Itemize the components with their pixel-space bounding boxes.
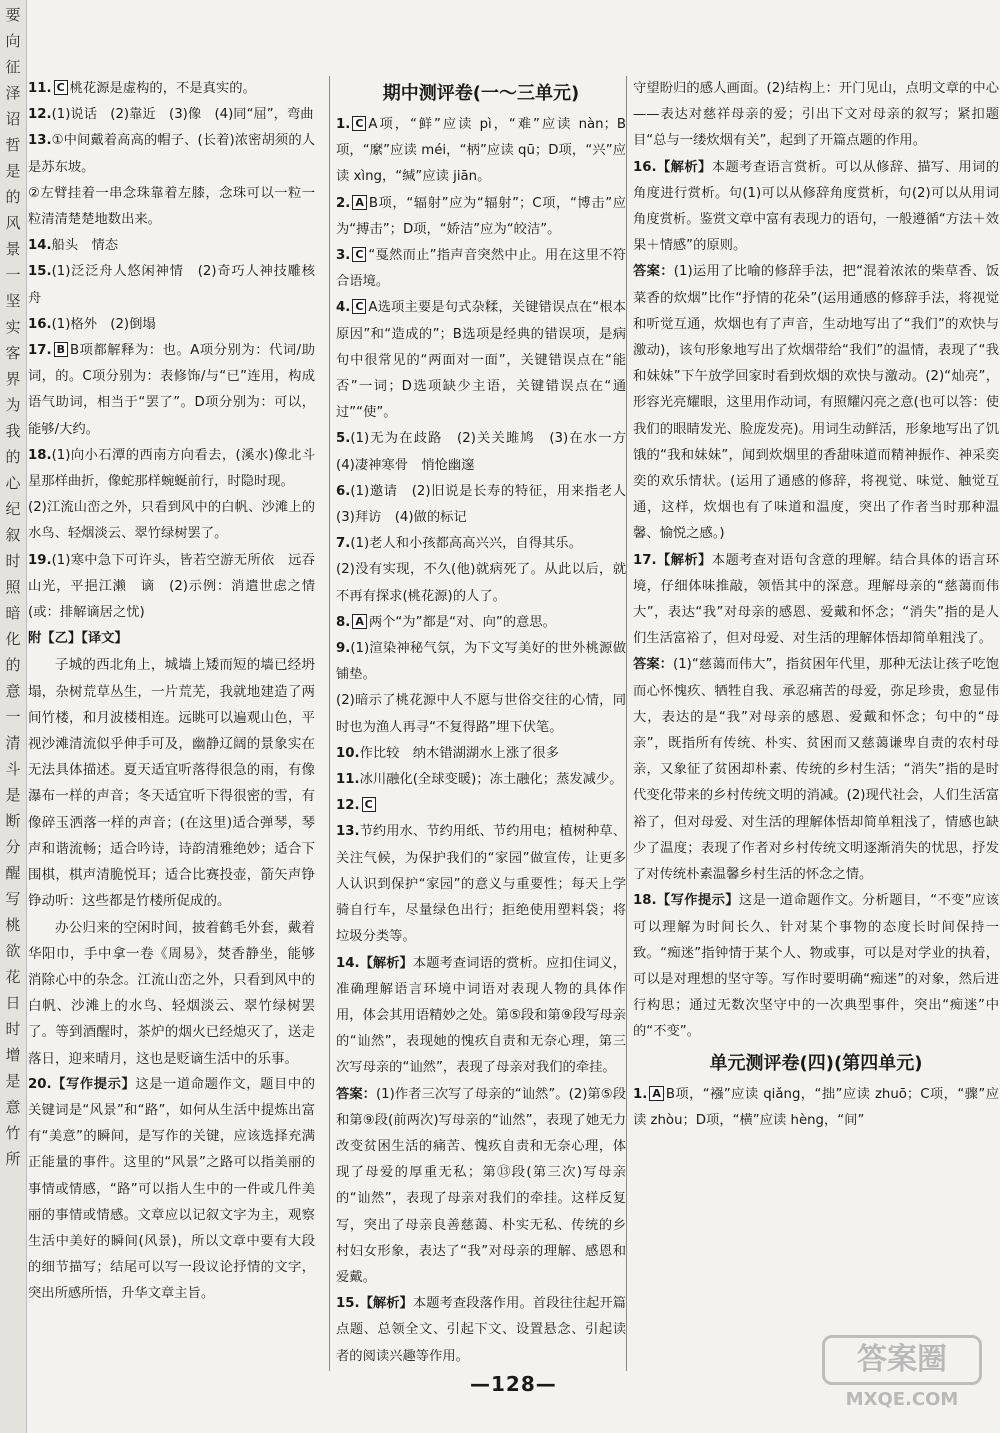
section-tag: 【解析】 <box>359 955 413 971</box>
item-number: 18. <box>633 893 657 909</box>
gutter-char: 所 <box>5 1150 21 1168</box>
gutter-char: 的 <box>5 656 21 674</box>
answer-item <box>336 1082 626 1292</box>
item-number: 8. <box>336 614 351 630</box>
item-text: (1)格外 (2)倒塌 <box>51 316 156 332</box>
item-text: “戛然而止”指声音突然中止。用在这里不符合语境。 <box>336 248 626 290</box>
gutter-char: 纪 <box>5 500 21 518</box>
gutter-char: 泽 <box>5 84 21 102</box>
gutter-char: 征 <box>5 58 21 76</box>
gutter-char: 心 <box>5 474 21 492</box>
item-text: (2)没有实现，不久(他)就病死了。从此以后，就不再有探求(桃花源)的人了。 <box>336 562 626 604</box>
item-text: 两个“为”都是“对、向”的意思。 <box>368 614 556 630</box>
section-tag: 【写作提示】 <box>51 1076 136 1092</box>
choice-box: A <box>352 614 367 629</box>
item-number: 16. <box>633 159 657 175</box>
answer-item <box>28 181 315 233</box>
gutter-char: 醒 <box>5 864 21 882</box>
gutter-char: 化 <box>5 630 21 648</box>
answer-item <box>633 155 999 260</box>
item-number: 16. <box>28 316 52 332</box>
gutter-char: 分 <box>5 838 21 856</box>
answer-item <box>28 495 315 547</box>
answer-item <box>336 688 626 740</box>
watermark-url: MXQE.COM <box>845 1389 959 1410</box>
gutter-char: 的 <box>5 448 21 466</box>
item-number: 11. <box>336 772 360 788</box>
gutter-char: 要 <box>5 6 21 24</box>
answer-item <box>336 1291 626 1370</box>
gutter-char: 我 <box>5 422 21 440</box>
answer-item <box>336 191 626 243</box>
item-number: 13. <box>28 133 52 149</box>
answer-label: 答案： <box>633 264 674 280</box>
gutter-char: 桃 <box>5 916 21 934</box>
item-text: 本题考查词语的赏析。应扣住词义，准确理解语言环境中词语对表现人物的具体作用，体会其用语精妙之处。第⑤段和第⑨段写母亲的“讪然”，表现她的愧疚自责和无奈心理，第三次写母亲的“讪然”，表现了母亲对我们的牵挂。 <box>336 955 626 1076</box>
answer-item <box>336 295 626 426</box>
gutter-char: 一 <box>5 266 21 284</box>
column-middle <box>329 76 626 1371</box>
gutter-char: 为 <box>5 396 21 414</box>
choice-box: C <box>352 116 366 131</box>
section-tag: 【写作提示】 <box>656 893 739 909</box>
answer-item <box>633 548 999 653</box>
item-number: 12. <box>28 107 52 123</box>
answer-item <box>336 557 626 609</box>
item-number: 14. <box>336 955 360 971</box>
answer-item <box>28 338 315 443</box>
column-left <box>28 76 315 1371</box>
gutter-char: 诏 <box>5 110 21 128</box>
watermark-logo <box>822 1335 982 1421</box>
item-text: 本题考查语言赏析。可以从修辞、描写、用词的角度进行赏析。句(1)可以从修辞角度赏析，句(2)可以从用词角度赏析。鉴赏文章中富有表现力的语句，一般遵循“方法＋效果＋情感”的原则。 <box>633 159 999 254</box>
gutter-char: 风 <box>5 214 21 232</box>
choice-box: C <box>54 80 68 95</box>
choice-box: C <box>362 797 376 812</box>
item-text: (1)说话 (2)靠近 (3)像 (4)同“屈”，弯曲 <box>51 107 314 123</box>
gutter-char: 意 <box>5 682 21 700</box>
answer-item <box>28 102 315 128</box>
gutter-char: 是 <box>5 1072 21 1090</box>
item-number: 15. <box>28 264 52 280</box>
item-text: 作比较 纳木错湖湖水上涨了很多 <box>359 745 560 761</box>
choice-box: C <box>352 247 366 262</box>
item-text: 节约用水、节约用纸、节约用电；植树种草、关注气候，为保护我们的“家园”做宣传，让更多人认识到保护“家园”的意义与重要性；每天上学骑自行车，尽量绿色出行；拒绝使用塑料袋；将垃圾分类等。 <box>336 824 626 945</box>
gutter-char: 清 <box>5 734 21 752</box>
answer-item <box>336 531 626 557</box>
item-text: (2)江流山峦之外，只看到风中的白帆、沙滩上的水鸟、轻烟淡云、翠竹绿树罢了。 <box>28 500 315 542</box>
choice-box: A <box>649 1086 664 1101</box>
gutter-char: 花 <box>5 968 21 986</box>
answer-item <box>336 479 626 531</box>
item-text: (1)运用了比喻的修辞手法，把“混着浓浓的柴草香、饭菜香的炊烟”比作“抒情的花朵”(运用通感的修辞手法，将视觉和听觉互通，炊烟也有了声音，生动地写出了“我们”的欢快与激动)，该句形象地写出了炊烟带给“我们”的温情，表现了“我和妹妹”下午放学回家时看到炊烟的欢快与激动。(2)“灿亮”，形容光亮耀眼，这里用作动词，有照耀闪亮之意(也可以答：使我们的眼睛发光、脸庞发亮)。用词生动鲜活，形象地写出了饥饿的“我和妹妹”，闻到炊烟里的香甜味道而精神振作、神采奕奕的欢乐情状。(运用了通感的修辞，将视觉、味觉、触觉互通，这样，炊烟也有了味道和温度，突出了作者当时那种温馨、愉悦之感。) <box>633 264 999 542</box>
answer-item <box>633 652 999 888</box>
item-text: ①中间戴着高高的帽子、(长着)浓密胡须的人是苏东坡。 <box>28 133 315 175</box>
item-number: 18. <box>28 447 52 463</box>
gutter-char: 向 <box>5 32 21 50</box>
item-number: 5. <box>336 431 351 447</box>
gutter-char: 断 <box>5 812 21 830</box>
item-number: 6. <box>336 483 351 499</box>
item-number: 1. <box>633 1086 648 1102</box>
answer-item <box>336 243 626 295</box>
item-text: (1)邀请 (2)旧说是长寿的特征，用来指老人 (3)拜访 (4)做的标记 <box>336 483 626 526</box>
item-number: 4. <box>336 300 351 316</box>
answer-item <box>28 128 315 180</box>
gutter-char: 的 <box>5 188 21 206</box>
column-right <box>626 76 999 1371</box>
answer-label: 答案： <box>336 1086 376 1102</box>
item-number: 15. <box>336 1296 360 1312</box>
item-number: 10. <box>336 745 360 761</box>
choice-box: A <box>352 195 367 210</box>
answer-item <box>336 610 626 636</box>
gutter-char: 意 <box>5 1098 21 1116</box>
item-text: B项都解释为：也。A项分别为：代词/助词，的。C项分别为：表修饰/与“已”连用，构成语气助词，相当于“罢了”。D项分别为：可以，能够/大约。 <box>28 343 315 437</box>
translation-paragraph: 办公归来的空闲时间，披着鹤毛外套，戴着华阳巾，手中拿一卷《周易》，焚香静坐，能够消除心中的杂念。江流山峦之外，只看到风中的白帆、沙滩上的水鸟、轻烟淡云、翠竹绿树罢了。等到酒醒时，茶炉的烟火已经熄灭了，送走落日，迎来晴月，这也是贬谪生活中的乐事。 <box>28 919 315 1067</box>
gutter-char: 实 <box>5 318 21 336</box>
answer-item <box>28 548 315 627</box>
item-number: 19. <box>28 552 52 568</box>
item-text: 这是一道命题作文，题目中的关键词是“风景”和“路”，如何从生活中提炼出富有“美意”的瞬间，是写作的关键，应该选择充满正能量的事件。这里的“风景”之路可以指美丽的事情或情感，“路”可以指人生中的一件或几件美丽的事情或情感。文章应以记叙文字为主，观察生活中美好的瞬间(风景)，所以文章中要有大段的细节描写；结尾可以写一段议论抒情的文字，突出所感所悟，升华文章主旨。 <box>28 1076 315 1302</box>
item-text: 守望盼归的感人画面。(2)结构上：开门见山，点明文章的中心——表达对慈祥母亲的爱；引出下文对母亲的叙写；紧扣题目“总与一缕炊烟有关”，起到了开篇点题的作用。 <box>633 81 999 149</box>
answer-item <box>28 76 315 102</box>
gutter-char: 日 <box>5 994 21 1012</box>
gutter-char: 照 <box>5 578 21 596</box>
choice-box: C <box>352 299 366 314</box>
item-text: 冰川融化(全球变暖)；冻土融化；蒸发减少。 <box>359 772 623 788</box>
item-text: A项，“鲜”应读 pì，“难”应读 nàn；B项，“縻”应读 méi，“柄”应读 qū；D项，“兴”应读 xìng，“缄”应读 jiān。 <box>336 117 626 185</box>
item-text: ②左臂挂着一串念珠靠着左膝，念珠可以一粒一粒清清楚楚地数出来。 <box>28 185 315 228</box>
answer-item <box>633 259 999 547</box>
item-text: A选项主要是句式杂糅，关键错误点在“根本原因”和“造成的”；B选项是经典的错误项，是病句中很常见的“两面对一面”，关键错误点在“能否”一词；D选项缺少主语，关键错误点在“通过”“使”。 <box>336 300 626 421</box>
section-tag: 【解析】 <box>656 552 712 568</box>
item-text: (1)向小石潭的西南方向看去，(溪水)像北斗星那样曲折，像蛇那样蜿蜒前行，时隐时现。 <box>28 447 315 490</box>
item-text: 桃花源是虚构的，不是真实的。 <box>69 81 256 96</box>
item-text: B项，“襁”应读 qiǎng，“拙”应读 zhuō；C项，“骤”应读 zhòu；D项，“横”应读 hèng，“间” <box>633 1086 999 1128</box>
answer-item <box>336 112 626 191</box>
answer-item <box>336 741 626 767</box>
item-text: 本题考查对语句含意的理解。结合具体的语言环境，仔细体味推敲，领悟其中的深意。理解母亲的“慈蔼而伟大”，表达“我”对母亲的感恩、爱戴和怀念；“消失”指的是人们生活富裕了，但对母爱、对生活的理解体悟却简单粗浅了。 <box>633 552 999 647</box>
answer-item <box>28 443 315 495</box>
gutter-char: 竹 <box>5 1124 21 1142</box>
answer-item <box>336 636 626 688</box>
item-text: 这是一道命题作文。分析题目，“不变”应该可以理解为时间长久、针对某个事物的态度长时间保持一致。“痴迷”指钟情于某个人、物或事，可以是对学业的执着，可以是对理想的坚守等。写作时要明确“痴迷”的对象，然后进行构思；通过无数次坚守中的一次典型事件，突出“痴迷”中的“不变”。 <box>633 893 999 1040</box>
gutter-char: 欲 <box>5 942 21 960</box>
gutter-char: 斗 <box>5 760 21 778</box>
gutter-char: 是 <box>5 162 21 180</box>
section-tag: 【解析】 <box>656 159 712 175</box>
answer-item <box>336 426 626 478</box>
gutter-char: 写 <box>5 890 21 908</box>
item-number: 11. <box>28 81 52 96</box>
item-number: 1. <box>336 117 351 132</box>
answer-item <box>28 233 315 259</box>
gutter-char: 坚 <box>5 292 21 310</box>
item-text: 船头 情态 <box>51 238 119 254</box>
item-text: (1)渲染神秘气氛，为下文写美好的世外桃源做铺垫。 <box>336 641 626 683</box>
item-text: (1)泛泛舟人悠闲神情 (2)奇巧人神技雕核舟 <box>28 264 315 306</box>
item-text: 本题考查段落作用。首段往往起开篇点题、总领全文、引起下文、设置悬念、引起读者的阅读兴趣等作用。 <box>336 1296 626 1364</box>
gutter-char: 时 <box>5 1020 21 1038</box>
item-number: 12. <box>336 798 360 814</box>
item-number: 20. <box>28 1076 52 1092</box>
item-number: 17. <box>28 343 52 359</box>
item-number: 7. <box>336 536 351 552</box>
answer-item <box>28 259 315 311</box>
item-text: (1)寒中急下可许头，皆若空游无所依 远吞山光，平挹江濑 谪 (2)示例：消遣世虑之情(或：排解谪居之忧) <box>28 552 315 621</box>
gutter-char: 景 <box>5 240 21 258</box>
item-text: (1)“慈蔼而伟大”，指贫困年代里，那种无法让孩子吃饱而心怀愧疚、牺牲自我、承忍痛苦的母爱，弥足珍贵，愈显伟大，表达的是“我”对母亲的感恩、爱戴和怀念；句中的“母亲”，既指所有传统、朴实、贫困而又慈蔼谦卑自责的农村母亲，又象征了贫困却朴素、传统的乡村生活；“消失”指的是时代变化带来的乡村传统文明的消减。(2)现代社会，人们生活富裕了，但对母爱、对生活的理解体悟却简单粗浅了，情感也缺少了温度；表现了作者对乡村传统文明逐渐消失的忧思，抒发了对传统朴素温馨乡村生活的怀念之情。 <box>633 657 999 883</box>
item-number: 9. <box>336 641 351 657</box>
page-number: —128— <box>470 1372 557 1396</box>
appendix-label: 附【乙】【译文】 <box>28 631 128 647</box>
item-number: 14. <box>28 238 52 254</box>
answer-item <box>336 793 626 819</box>
translation-paragraph: 子城的西北角上，城墙上矮而短的墙已经坍塌，杂树荒草丛生，一片荒芜，我就地建造了两间竹楼，和月波楼相连。远眺可以遍观山色，平视沙滩清流似乎伸手可及，幽静辽阔的景象实在无法具体描述。夏天适宜听落得很急的雨，有像瀑布一样的声音；冬天适宜听下得很密的雪，有像碎玉洒落一样的声音；(在这里)适合弹琴，琴声和谐流畅；适合吟诗，诗韵清雅绝妙；适合下围棋，棋声清脆悦耳；适合比赛投壶，箭矢声铮铮动听：这些都是竹楼所促成的。 <box>28 657 315 910</box>
answer-item <box>336 819 626 950</box>
item-text: (1)无为在歧路 (2)关关雎鸠 (3)在水一方 (4)凄神寒骨 悄怆幽邃 <box>336 431 626 473</box>
choice-box: B <box>54 342 68 357</box>
gutter-char: 是 <box>5 786 21 804</box>
answer-item <box>633 888 999 1045</box>
gutter-char: 增 <box>5 1046 21 1064</box>
gutter-char: 客 <box>5 344 21 362</box>
item-number: 13. <box>336 824 360 840</box>
gutter-char: 叙 <box>5 526 21 544</box>
gutter-char: 界 <box>5 370 21 388</box>
item-text: (1)老人和小孩都高高兴兴，自得其乐。 <box>350 536 582 552</box>
answer-item <box>336 951 626 1082</box>
binding-gutter <box>0 0 27 1433</box>
gutter-char: 一 <box>5 708 21 726</box>
item-number: 2. <box>336 195 351 211</box>
gutter-char: 哲 <box>5 136 21 154</box>
answer-item <box>633 76 999 155</box>
item-number: 17. <box>633 552 657 568</box>
gutter-char: 暗 <box>5 604 21 622</box>
item-text: (1)作者三次写了母亲的“讪然”。(2)第⑤段和第⑨段(前两次)写母亲的“讪然”，表现了她无力改变贫困生活的痛苦、愧疚自责和无奈心理，体现了母爱的厚重无私；第⑬段(第三次)写母亲的“讪然”，表现了母亲对我们的牵挂。这样反复写，突出了母亲良善慈蔼、朴实无私、传统的乡村妇女形象，表达了“我”对母亲的理解、感恩和爱戴。 <box>336 1086 626 1285</box>
watermark-text: 答案圈 <box>822 1335 982 1385</box>
item-number: 3. <box>336 248 351 264</box>
section-tag: 【解析】 <box>359 1296 413 1312</box>
answer-item <box>633 1082 999 1134</box>
answer-item <box>28 312 315 338</box>
answer-item <box>336 1370 626 1371</box>
answer-label: 答案： <box>633 657 674 673</box>
section-title: 期中测评卷(一～三单元) <box>382 83 580 104</box>
answer-item <box>28 1072 315 1308</box>
gutter-char: 时 <box>5 552 21 570</box>
item-text: B项，“辐射”应为“辐射”；C项，“博击”应为“搏击”；D项，“娇洁”应为“皎洁”。 <box>336 195 626 237</box>
answer-item <box>336 767 626 793</box>
section-title: 单元测评卷(四)(第四单元) <box>709 1052 923 1074</box>
item-text: (2)暗示了桃花源中人不愿与世俗交往的心情，同时也为渔人再寻“不复得路”埋下伏笔。 <box>336 693 626 735</box>
